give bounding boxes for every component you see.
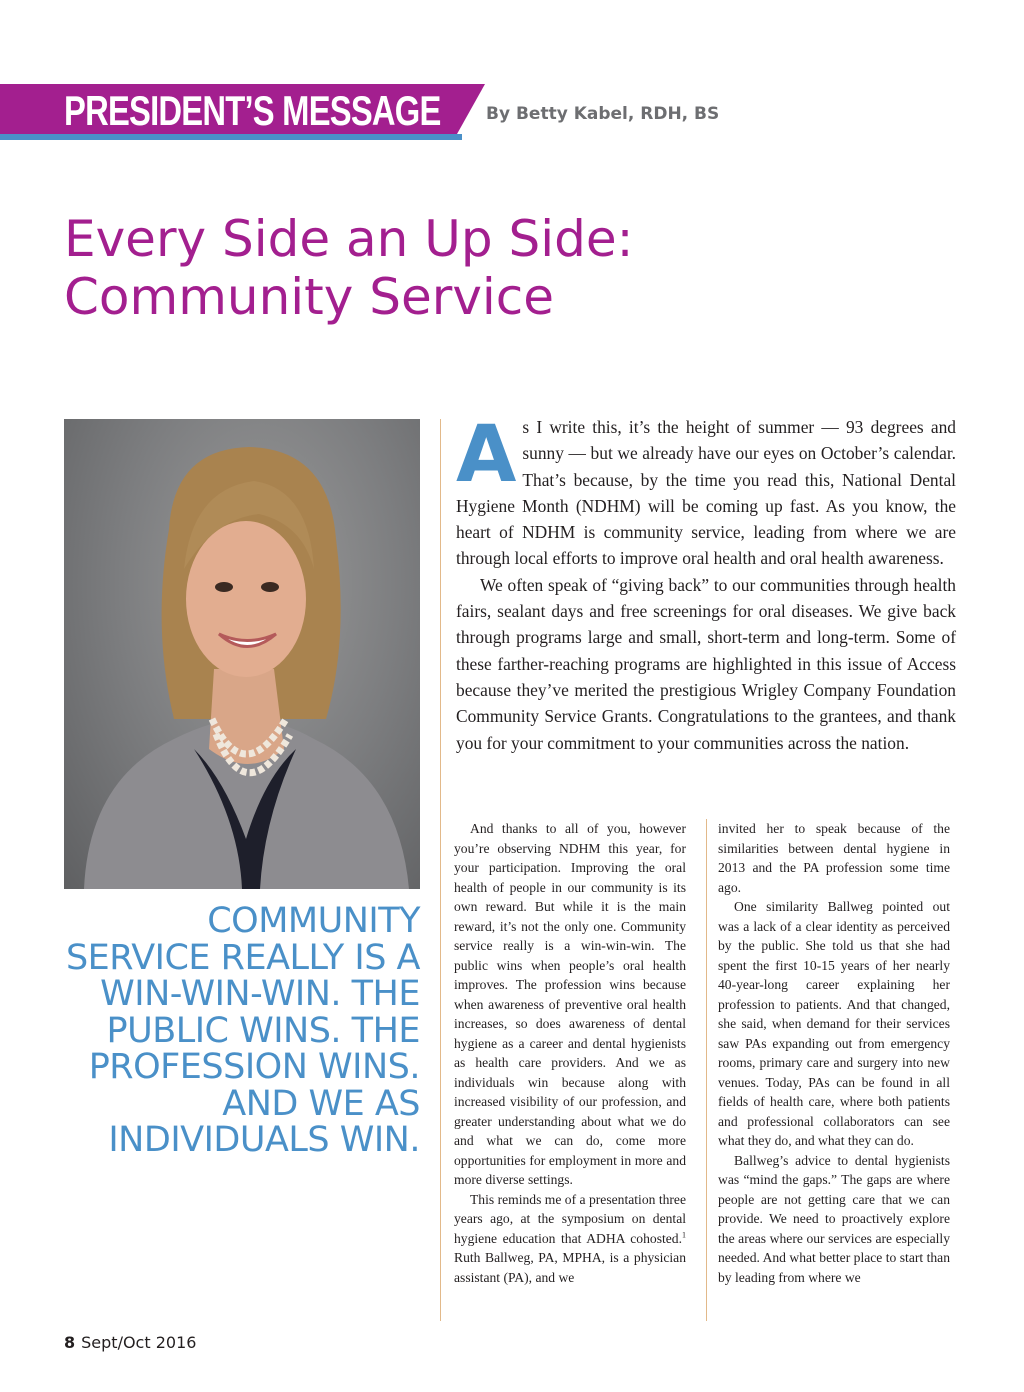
byline: By Betty Kabel, RDH, BS xyxy=(486,104,720,124)
issue-date: Sept/Oct 2016 xyxy=(81,1333,197,1352)
body-paragraph: And thanks to all of you, however you’re observing NDHM this year, for your participation. Improving the oral health of people in our community is its own reward. But while it is the main reward, it’s not the only one. Community service really is a win-win-win. The public wins when people’s oral health improves. The profession wins because when awareness of preventive oral health increases, so does awareness of dental hygiene as a career and dental hygienists as health care providers. And we as individuals win because along with increased visibility of our profession, and greater understanding about what we do and what we can do, come more opportunities for employment in more and more diverse settings. xyxy=(454,821,686,1187)
page-number: 8 xyxy=(64,1333,76,1352)
column-divider xyxy=(440,419,441,1321)
body-column-2 xyxy=(718,819,950,1287)
headline-line-1: Every Side an Up Side: xyxy=(64,210,634,268)
lead-text xyxy=(456,410,956,756)
page-footer xyxy=(64,1333,196,1352)
lead-paragraph: As I write this, it’s the height of summer — 93 degrees and sunny — but we already have our eyes on October’s calendar. That’s because, by the time you read this, National Dental Hygiene Month (NDHM) will be coming up fast. As you know, the heart of NDHM is community service, leading from where we are through local efforts to improve oral health and oral health awareness. xyxy=(456,410,956,569)
section-title: PRESIDENT’S MESSAGE xyxy=(64,87,441,134)
article-headline xyxy=(64,210,824,326)
body-column-1 xyxy=(454,819,686,1287)
column-divider xyxy=(706,819,707,1321)
pull-quote: COMMUNITY SERVICE REALLY IS A WIN-WIN-WIN. THE PUBLIC WINS. THE PROFESSION WINS. AND WE AS INDIVIDUALS WIN. xyxy=(65,901,420,1160)
author-portrait xyxy=(64,419,420,889)
headline-line-2: Community Service xyxy=(64,268,555,326)
body-paragraph: One similarity Ballweg pointed out was a lack of a clear identity as perceived by the public. She told us that she had spent the first 10-15 years of her nearly 40-year-long career explaining her profession to patients. And that changed, she said, when demand for their services saw PAs expanding out from emergency rooms, primary care and surgery into new venues. Today, PAs can be found in all fields of health care, where both patients and professional collaborators can see what they do, and what they can do. xyxy=(718,899,950,1148)
body-paragraph: invited her to speak because of the similarities between dental hygiene in 2013 and the PA profession some time ago. xyxy=(718,821,950,895)
body-paragraph: This reminds me of a presentation three years ago, at the symposium on dental hygiene education that ADHA cohosted.$^1$ Ruth Ballweg, PA, MPHA, is a physician assistant (PA), and we xyxy=(454,1191,686,1285)
body-paragraph: Ballweg’s advice to dental hygienists was “mind the gaps.” The gaps are where people are not getting care that we can provide. We need to proactively explore the areas where our services are especially needed. And what better place to start than by leading from where we xyxy=(718,1152,950,1285)
drop-cap: A xyxy=(456,410,517,500)
lead-paragraph: We often speak of “giving back” to our communities through health fairs, sealant days and free screenings for oral diseases. We give back through programs large and small, short-term and long-term. Some of these farther-reaching programs are highlighted in this issue of Access because they’ve merited the prestigious Wrigley Company Foundation Community Service Grants. Congratulations to the grantees, and thank you for your commitment to your communities across the nation. xyxy=(456,574,956,753)
footnote-marker: 1 xyxy=(682,1229,686,1239)
